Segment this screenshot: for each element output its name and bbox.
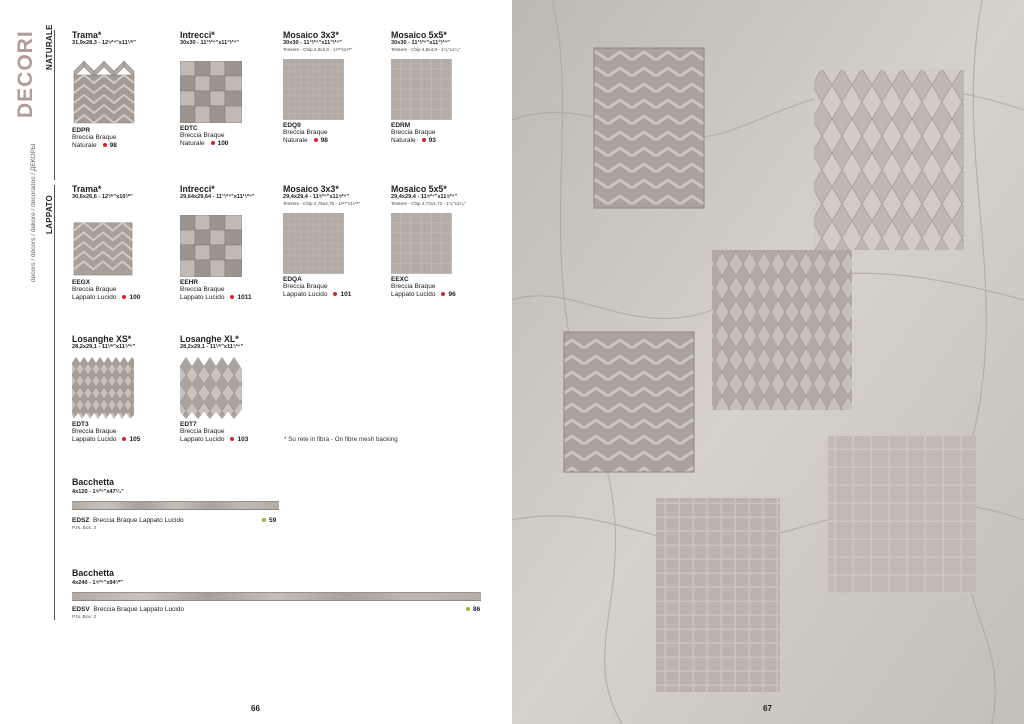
- product-price: 86: [473, 606, 481, 613]
- price-tag: [262, 517, 276, 524]
- page-number-left: 66: [251, 704, 260, 713]
- product-price: 103: [237, 435, 249, 443]
- tile-swatch-herringbone: [72, 215, 134, 277]
- product-name: Mosaico 3x3*: [283, 184, 339, 194]
- group-label-naturale: NATURALE: [45, 24, 54, 70]
- product-finish: Naturale: [283, 136, 308, 144]
- product-name: Trama*: [72, 184, 102, 194]
- product-dimensions: 29,4x29,4 - 11⁹⁄¹⁶"x11⁹⁄¹⁶": [391, 194, 458, 200]
- tile-swatch-diamond: [72, 357, 134, 419]
- marble-wall-image: [512, 0, 1024, 724]
- bacchetta-swatch: [72, 592, 481, 601]
- product-code: EDT7: [180, 421, 197, 428]
- product-finish: Naturale: [391, 136, 416, 144]
- product-price: 59: [269, 517, 277, 524]
- pieces-per-box: Pzs. Box: 2: [72, 615, 97, 620]
- tile-swatch-diamond: [180, 357, 242, 419]
- product-name: Mosaico 5x5*: [391, 184, 447, 194]
- product-dimensions: 30x30 - 11¹³⁄¹⁶"x11¹³⁄¹⁶": [283, 40, 342, 46]
- product-name: Intrecci*: [180, 30, 215, 40]
- product-price: 93: [428, 136, 436, 144]
- price-dot: [466, 607, 470, 611]
- product-description: Breccia Braque: [72, 286, 117, 293]
- tile-swatch-basket: [180, 61, 242, 123]
- tile-swatch-grid5: [391, 59, 452, 120]
- product-dimensions: 30x30 - 11¹³⁄¹⁶"x11¹³⁄¹⁶": [391, 40, 450, 46]
- price-tag: [466, 606, 480, 613]
- product-card[interactable]: [391, 30, 491, 144]
- product-description: Breccia Braque: [180, 132, 225, 139]
- price-dot: [262, 518, 266, 522]
- product-name: Mosaico 5x5*: [391, 30, 447, 40]
- product-dimensions: 29,64x29,64 - 11¹¹⁄¹⁶"x11¹¹⁄¹⁶": [180, 194, 255, 200]
- product-code: EEHR: [180, 279, 199, 286]
- product-card[interactable]: [180, 30, 280, 147]
- section-subtitle: decors / décors / dekore / decorados / ДЕКОРЫ: [30, 143, 37, 282]
- product-name: Trama*: [72, 30, 102, 40]
- lappato-divider: [54, 185, 55, 620]
- product-description: Breccia Braque: [391, 129, 436, 136]
- product-price: 101: [340, 290, 352, 298]
- product-price: 96: [448, 290, 456, 298]
- product-price: 105: [129, 435, 141, 443]
- price-dot: [422, 138, 426, 142]
- price-dot: [230, 295, 234, 299]
- section-title: DECORI: [14, 30, 37, 118]
- product-price: 98: [320, 136, 328, 144]
- product-name: Losanghe XS*: [72, 334, 132, 344]
- product-code: EDT3: [72, 421, 89, 428]
- product-price: 98: [109, 141, 117, 149]
- product-dimensions: 29,4x29,4 - 11⁹⁄¹⁶"x11⁹⁄¹⁶": [283, 194, 350, 200]
- product-chip-size: Tessere - Chip 2,76x2,76 - 1¹⁄¹⁶"x1¹⁄¹⁶": [283, 201, 361, 206]
- price-dot: [122, 437, 126, 441]
- product-code: EDQA: [283, 276, 302, 283]
- product-card[interactable]: [283, 184, 383, 298]
- price-dot: [211, 141, 215, 145]
- product-description: Breccia Braque: [180, 286, 225, 293]
- product-card[interactable]: [391, 184, 491, 298]
- bacchetta-title: Bacchetta: [72, 477, 115, 487]
- product-description: Breccia Braque: [72, 428, 117, 435]
- page-number-right: 67: [763, 704, 772, 713]
- mesh-backing-note: * Su rete in fibra - On fibre mesh backing: [284, 436, 398, 443]
- product-description: Breccia Braque: [72, 134, 117, 141]
- product-card[interactable]: [72, 184, 172, 301]
- bacchetta-swatch: [72, 501, 279, 510]
- bacchetta-dimensions: 4x120 - 1⁹⁄¹⁶"x47¹⁄₄": [72, 489, 124, 495]
- price-dot: [103, 143, 107, 147]
- product-chip-size: Tessere - Chip 2,8x2,8 - 1¹⁄⁸"x1¹⁄⁸": [283, 47, 353, 52]
- product-dimensions: 28,2x29,1 - 11¹⁄⁸"x11⁷⁄¹⁶": [72, 344, 136, 350]
- product-price: 100: [217, 139, 229, 147]
- product-code: EDSZ: [72, 517, 90, 524]
- product-dimensions: 31,9x28,3 - 12⁹⁄¹⁶"x11¹⁄⁸": [72, 40, 136, 46]
- product-finish: Lappato Lucido: [72, 293, 117, 301]
- price-dot: [230, 437, 234, 441]
- product-finish: Lappato Lucido: [72, 435, 117, 443]
- bacchetta-line: [72, 606, 184, 613]
- product-finish: Lappato Lucido: [391, 290, 436, 298]
- tile-swatch-basket: [180, 215, 242, 277]
- product-code: EEGX: [72, 279, 91, 286]
- product-finish: Lappato Lucido: [180, 293, 225, 301]
- ambient-photo: [512, 0, 1024, 724]
- product-chip-size: Tessere - Chip 4,73x4,73 - 1⁷⁄₈"x1⁷⁄₈": [391, 201, 466, 206]
- product-code: EEXC: [391, 276, 409, 283]
- product-description: Breccia Braque: [180, 428, 225, 435]
- product-dimensions: 30x30 - 11¹³⁄¹⁶"x11¹³⁄¹⁶": [180, 40, 239, 46]
- product-description: Breccia Braque Lappato Lucido: [93, 606, 185, 613]
- product-code: EDQ9: [283, 122, 301, 129]
- product-finish: Lappato Lucido: [180, 435, 225, 443]
- tile-swatch-grid5: [391, 213, 452, 274]
- product-dimensions: 28,2x29,1 - 11¹⁄⁸"x11⁷⁄¹⁶": [180, 344, 244, 350]
- product-code: EDRM: [391, 122, 411, 129]
- product-card[interactable]: [180, 334, 280, 443]
- price-dot: [314, 138, 318, 142]
- tile-swatch-grid3: [283, 213, 344, 274]
- product-name: Intrecci*: [180, 184, 215, 194]
- product-description: Breccia Braque: [283, 283, 328, 290]
- product-code: EDPR: [72, 127, 91, 134]
- product-name: Losanghe XL*: [180, 334, 239, 344]
- product-name: Mosaico 3x3*: [283, 30, 339, 40]
- product-code: EDTC: [180, 125, 198, 132]
- product-chip-size: Tessere - Chip 4,8x4,8 - 1⁷⁄₈"x1⁷⁄₈": [391, 47, 461, 52]
- product-description: Breccia Braque: [391, 283, 436, 290]
- price-dot: [122, 295, 126, 299]
- product-price: 100: [129, 293, 141, 301]
- product-card[interactable]: [72, 30, 172, 149]
- product-price: 1011: [237, 293, 252, 301]
- product-card[interactable]: [180, 184, 280, 301]
- product-code: EDSV: [72, 606, 90, 613]
- pieces-per-box: Pzs. Box: 2: [72, 526, 97, 531]
- product-finish: Lappato Lucido: [283, 290, 328, 298]
- bacchetta-line: [72, 517, 184, 524]
- product-finish: Naturale: [72, 141, 97, 149]
- product-dimensions: 30,6x26,6 - 12¹⁄⁸"x10¹⁄²": [72, 194, 133, 200]
- product-card[interactable]: [72, 334, 172, 443]
- price-dot: [333, 292, 337, 296]
- tile-swatch-herringbone: [72, 61, 136, 125]
- product-description: Breccia Braque Lappato Lucido: [92, 517, 184, 524]
- product-description: Breccia Braque: [283, 129, 328, 136]
- price-dot: [441, 292, 445, 296]
- tile-swatch-grid3: [283, 59, 344, 120]
- group-label-lappato: LAPPATO: [45, 195, 54, 234]
- bacchetta-dimensions: 4x240 - 1⁹⁄¹⁶"x94¹⁄²": [72, 580, 123, 586]
- bacchetta-title: Bacchetta: [72, 568, 115, 578]
- product-card[interactable]: [283, 30, 383, 144]
- naturale-divider: [54, 30, 55, 180]
- product-finish: Naturale: [180, 139, 205, 147]
